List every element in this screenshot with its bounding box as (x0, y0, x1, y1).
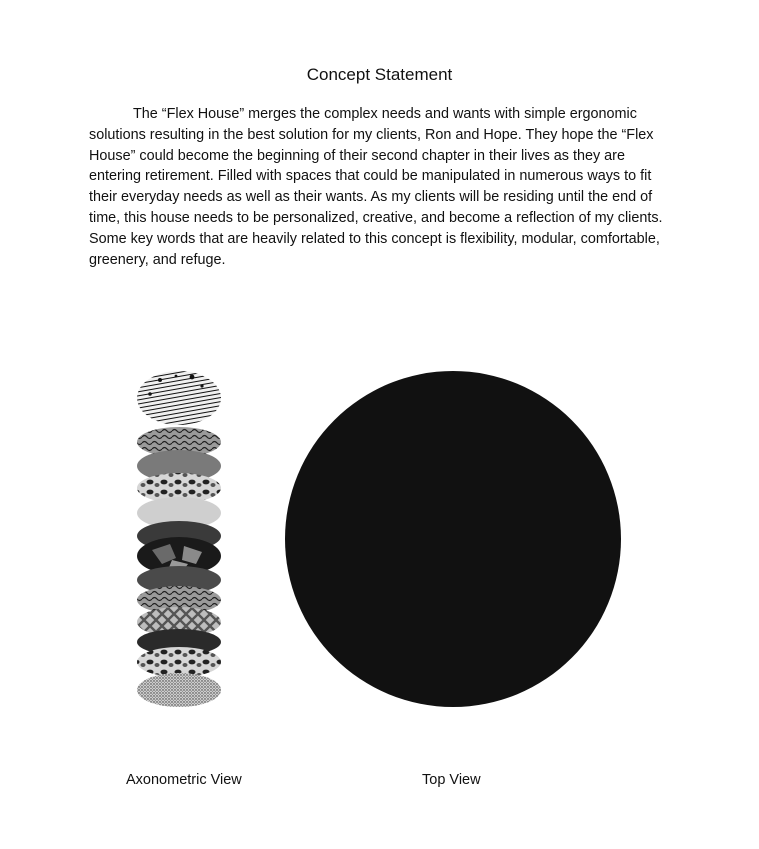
stack-layer-1 (137, 371, 221, 425)
axonometric-view-caption: Axonometric View (126, 772, 242, 788)
top-view-caption: Top View (422, 772, 481, 788)
page-title: Concept Statement (306, 65, 453, 84)
stack-layer-13 (137, 673, 221, 707)
concept-paragraph: The “Flex House” merges the complex needs and wants with simple ergonomic solutions resulting in the best solution for my clients, Ron and Hope. They hope the “Flex House” could become the beginning of their second chapter in their lives as they are entering retirement. Filled with spaces that could be manipulated in numerous ways to fit their everyday needs as well as their wants. As my clients will be residing until the end of time, this house needs to be personalized, creative, and become a reflection of my clients. Some key words that are heavily related to this concept is flexibility, modular, comfortable, greenery, and refuge. (89, 106, 663, 268)
top-view-circle (284, 370, 622, 708)
axonometric-view-illustration (132, 368, 226, 710)
stack-layer-12 (137, 647, 221, 677)
